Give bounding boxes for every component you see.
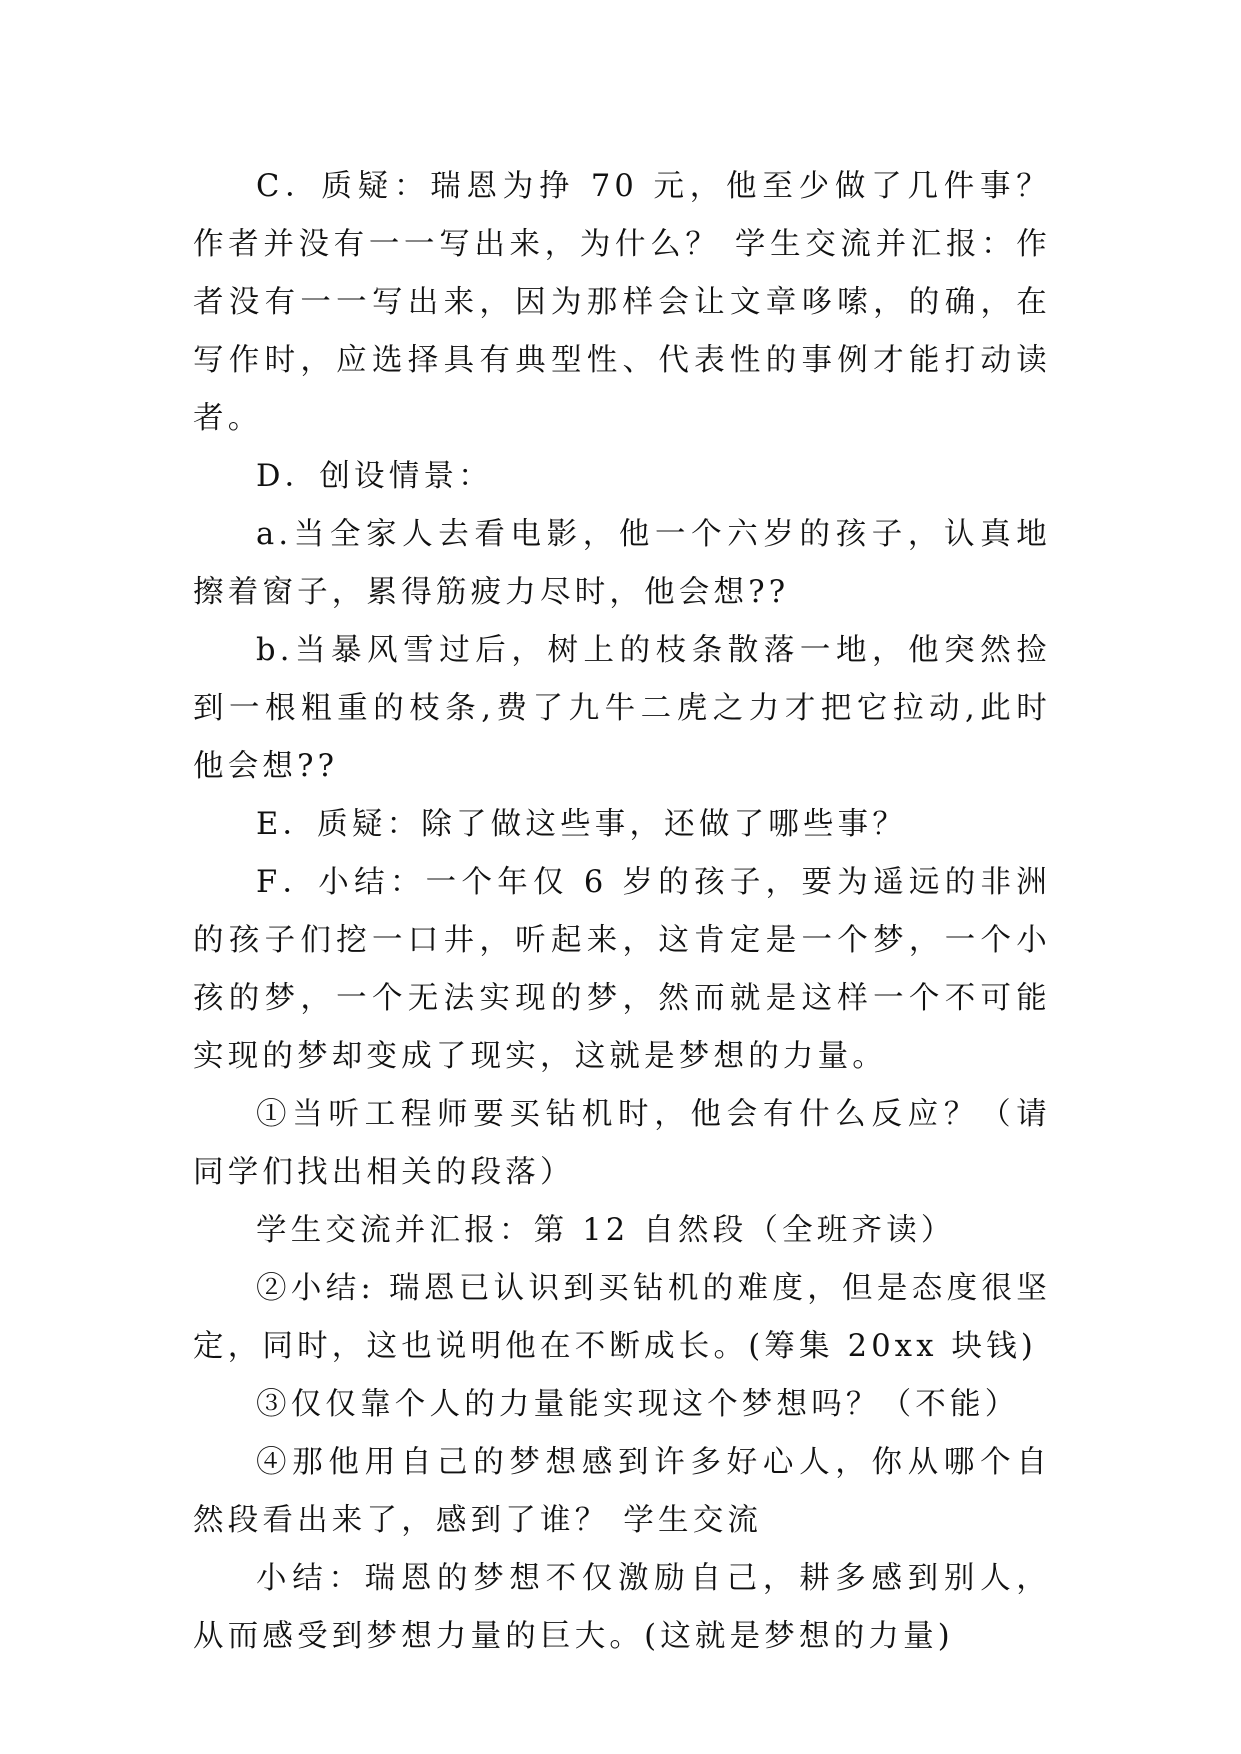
paragraph-f-summary: F．小结：一个年仅 6 岁的孩子，要为遥远的非洲的孩子们挖一口井，听起来，这肯定是一个梦，一个小孩的梦，一个无法实现的梦，然而就是这样一个不可能实现的梦却变成了现实，这就是梦想的力量。 bbox=[193, 865, 1051, 1074]
paragraph-e-question: E．质疑：除了做这些事，还做了哪些事？ bbox=[256, 807, 908, 842]
paragraph-scenario-b: b.当暴风雪过后，树上的枝条散落一地，他突然捡到一根粗重的枝条,费了九牛二虎之力才把它拉动,此时他会想?? bbox=[193, 633, 1051, 784]
paragraph-student-report: 学生交流并汇报：第 12 自然段（全班齐读） bbox=[256, 1213, 956, 1248]
paragraph-item-3: ③仅仅靠个人的力量能实现这个梦想吗？（不能） bbox=[256, 1387, 1020, 1422]
paragraph-d-scenario-heading: D．创设情景： bbox=[256, 459, 493, 494]
paragraph-c-question: C．质疑：瑞恩为挣 70 元，他至少做了几件事？作者并没有一一写出来，为什么？ 学生交流并汇报：作者没有一一写出来，因为那样会让文章哆嗦，的确，在写作时，应选择具有典型性、代表性的事例才能打动读者。 bbox=[193, 169, 1051, 436]
paragraph-scenario-a: a.当全家人去看电影，他一个六岁的孩子，认真地擦着窗子，累得筋疲力尽时，他会想?? bbox=[193, 517, 1051, 610]
paragraph-item-1: ①当听工程师要买钻机时，他会有什么反应？（请同学们找出相关的段落） bbox=[193, 1097, 1051, 1190]
paragraph-final-summary: 小结：瑞恩的梦想不仅激励自己，耕多感到别人，从而感受到梦想力量的巨大。(这就是梦想的力量) bbox=[193, 1561, 1051, 1654]
paragraph-item-2: ②小结: 瑞恩已认识到买钻机的难度，但是态度很坚定，同时，这也说明他在不断成长。(筹集 20xx 块钱) bbox=[193, 1271, 1051, 1364]
paragraph-item-4: ④那他用自己的梦想感到许多好心人，你从哪个自然段看出来了，感到了谁？ 学生交流 bbox=[193, 1445, 1051, 1538]
